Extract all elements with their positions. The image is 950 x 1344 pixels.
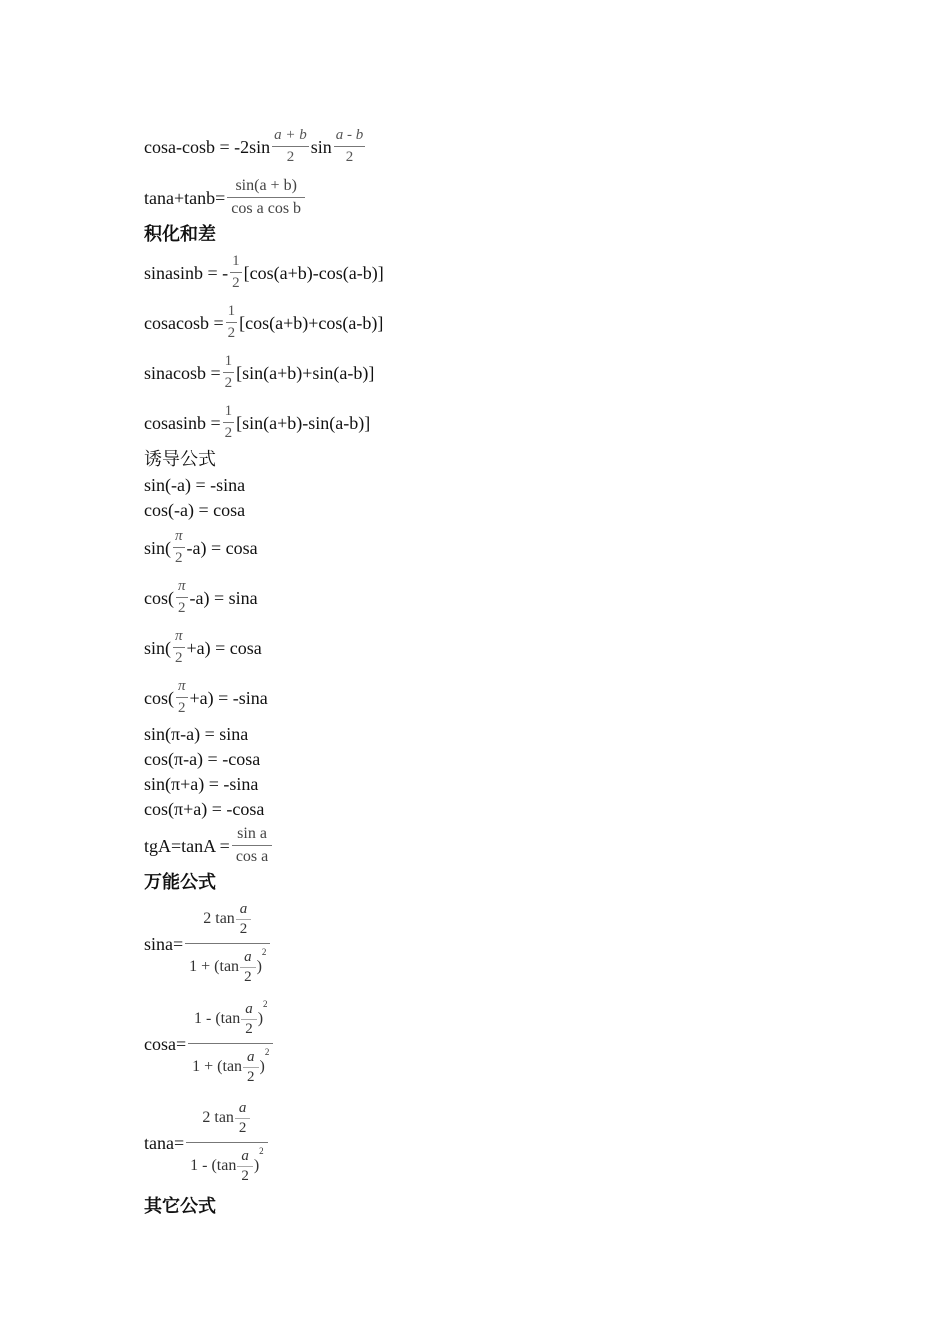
fraction: a - b 2 [335,127,364,165]
fraction: 2 tan $\frac{a}{2}$ 1 + (tan $\frac{a}{2}$ )$^2$ [185,902,270,985]
formula-line: sin(π+a) = -sina [144,774,259,794]
section-heading-product-to-sum: 积化和差 [144,224,216,245]
formula-sin-half-pi-plus-a: sin( π 2 +a) = cosa [144,628,262,666]
formula-line: sin(-a) = -sina [144,475,246,495]
fraction: π 2 [178,678,186,716]
fraction: π 2 [175,628,183,666]
formula-line: cos(π-a) = -cosa [144,749,261,769]
formula-cosa-minus-cosb: cosa-cosb = -2sin a + b 2 sin a - b 2 [144,127,364,165]
section-heading-other: 其它公式 [144,1196,216,1217]
formula-line: cos(-a) = cosa [144,500,246,520]
formula-universal-cosa: cosa= 1 - (tan $\frac{a}{2}$ )$^2$ 1 + (tan $\frac{a}{2}$ )$^2$ [144,1002,275,1085]
fraction: 2 tan $\frac{a}{2}$ 1 - (tan $\frac{a}{2}$ )$^2$ [186,1101,268,1184]
formula-cos-half-pi-plus-a: cos( π 2 +a) = -sina [144,678,268,716]
fraction: $\frac{1}{2}$ [224,353,233,391]
formula-cosasinb: cosasinb = $\frac{1}{2}$ [sin(a+b)-sin(a-b)] [144,403,371,441]
formula-sinasinb: sinasinb = - 1 2 [cos(a+b)-cos(a-b)] [144,253,384,291]
fraction: π 2 [175,528,183,566]
formula-universal-sina: sina= 2 tan $\frac{a}{2}$ 1 + (tan $\frac{a}{2}$ )$^2$ [144,902,272,985]
section-heading-induction: 诱导公式 [144,449,216,470]
fraction: 1 - (tan $\frac{a}{2}$ )$^2$ 1 + (tan $\frac{a}{2}$ )$^2$ [188,1002,273,1085]
formula-tana-plus-tanb: tana+tanb= $\frac{\sin(a + b)}{\text{cos a cos b}}$ [144,178,307,217]
formula-line: cos(π+a) = -cosa [144,799,265,819]
formula-tga: tgA=tanA = $\frac{\text{sin a}}{\text{cos a}}$ [144,826,274,865]
fraction: 1 2 [232,253,240,291]
fraction: π 2 [178,578,186,616]
formula-sinacosb: sinacosb = $\frac{1}{2}$ [sin(a+b)+sin(a-b)] [144,353,375,391]
formula-sin-half-pi-minus-a: sin( π 2 -a) = cosa [144,528,258,566]
formula-universal-tana: tana= 2 tan $\frac{a}{2}$ 1 - (tan $\frac{a}{2}$ )$^2$ [144,1101,270,1184]
fraction: $\frac{1}{2}$ [224,403,233,441]
formula-line: sin(π-a) = sina [144,724,249,744]
fraction: $\frac{\text{sin a}}{\text{cos a}}$ [232,826,272,865]
formula-cosacosb: cosacosb = $\frac{1}{2}$ [cos(a+b)+cos(a-b)] [144,303,384,341]
fraction: $\frac{1}{2}$ [227,303,236,341]
formula-cos-half-pi-minus-a: cos( π 2 -a) = sina [144,578,258,616]
fraction: a + b 2 [274,127,307,165]
fraction: $\frac{\sin(a + b)}{\text{cos a cos b}}$ [227,178,305,217]
section-heading-universal: 万能公式 [144,872,216,893]
